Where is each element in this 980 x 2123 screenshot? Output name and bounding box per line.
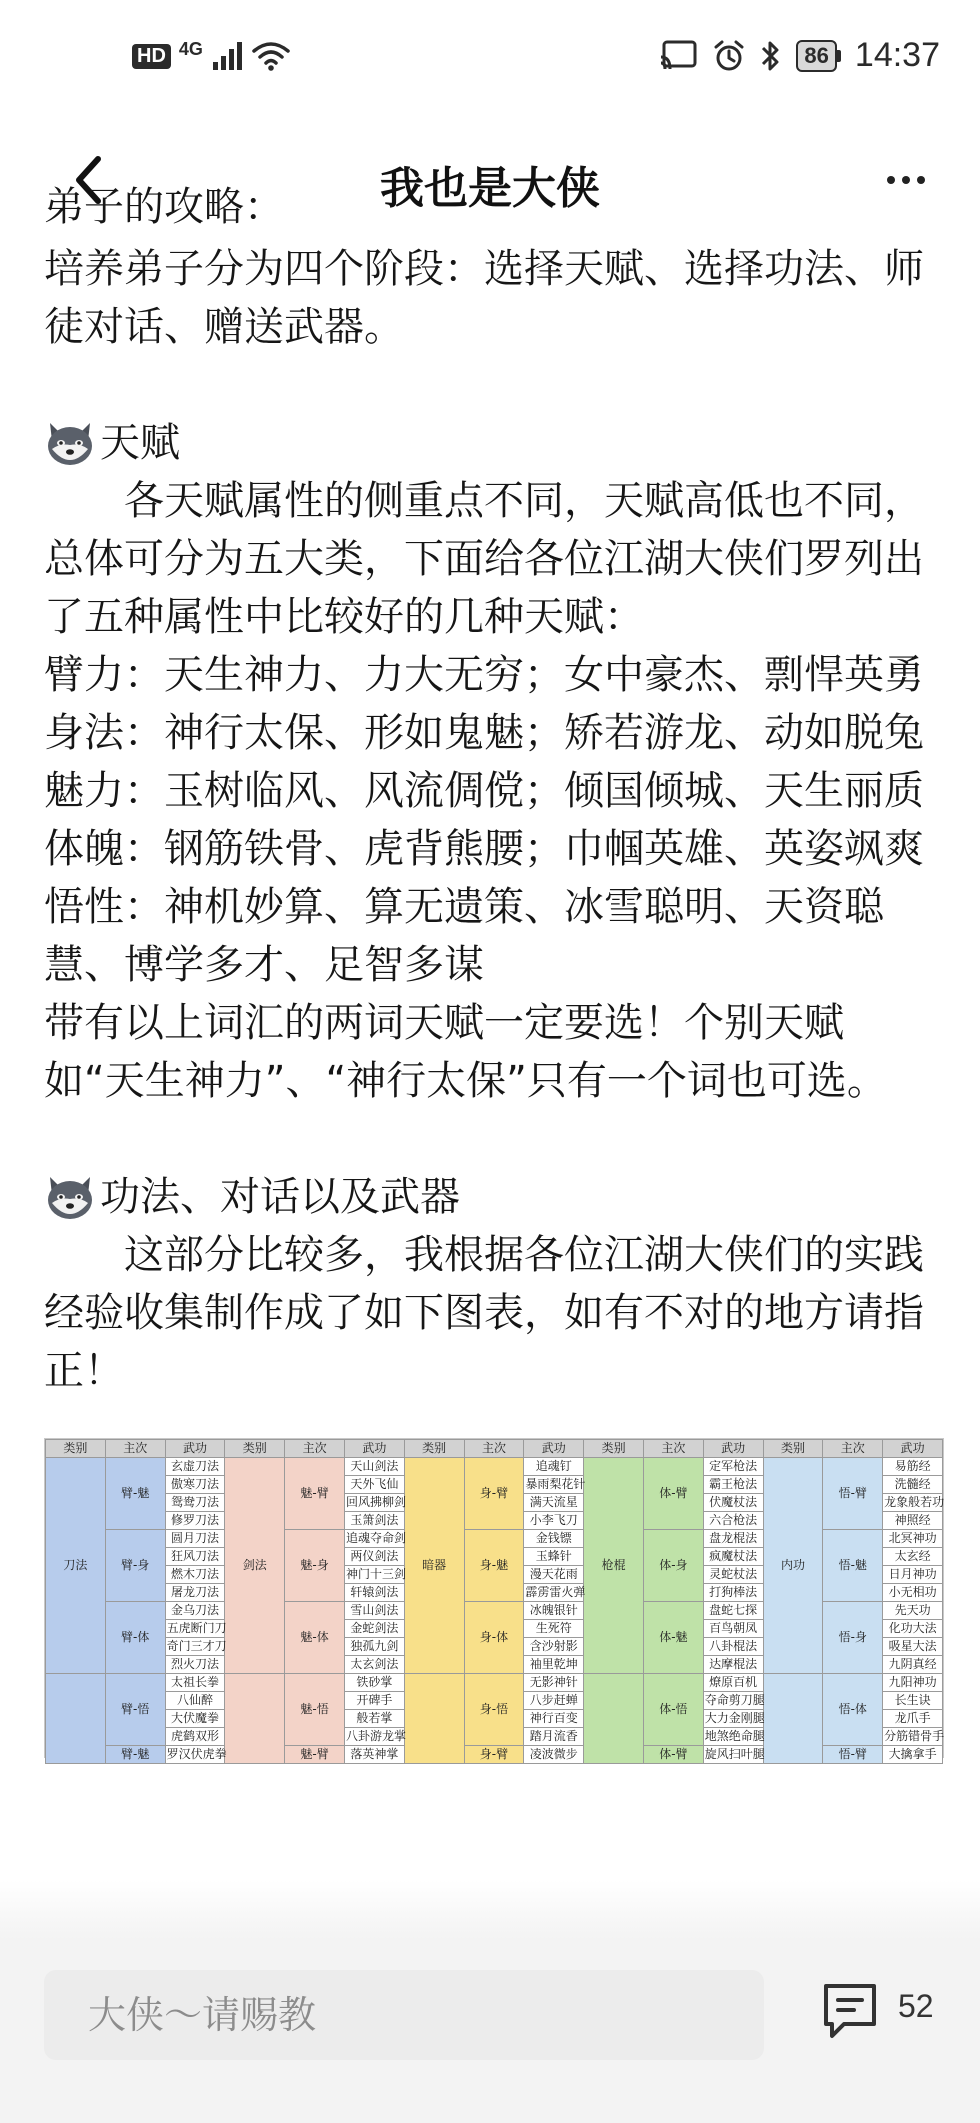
paragraph-intro: 培养弟子分为四个阶段：选择天赋、选择功法、师徒对话、赠送武器。 [44, 246, 924, 350]
table-skill-cell: 盘蛇七探 [703, 1602, 763, 1620]
table-skill-cell: 生死符 [524, 1620, 584, 1638]
table-skill-cell: 先天功 [883, 1602, 943, 1620]
paragraph-constitution: 体魄：钢筋铁骨、虎背熊腰；巾帼英雄、英姿飒爽 [44, 826, 924, 872]
table-skill-cell: 屠龙刀法 [165, 1584, 225, 1602]
table-skill-cell: 旋风扫叶腿 [703, 1746, 763, 1764]
table-header-cell: 类别 [46, 1440, 106, 1458]
table-skill-cell: 落英神掌 [344, 1746, 404, 1764]
table-skill-cell: 九阳神功 [883, 1674, 943, 1692]
table-category-cell: 内功 [763, 1458, 823, 1674]
table-sub-cell: 臂-身 [105, 1530, 165, 1602]
table-header-row [46, 1440, 943, 1458]
table-sub-cell: 魅-身 [285, 1530, 345, 1602]
table-skill-cell: 神照经 [883, 1512, 943, 1530]
table-sub-cell: 悟-体 [823, 1674, 883, 1746]
table-skill-cell: 修罗刀法 [165, 1512, 225, 1530]
table-skill-cell: 太祖长拳 [165, 1674, 225, 1692]
table-skill-cell: 满天流星 [524, 1494, 584, 1512]
table-sub-cell: 臂-魅 [105, 1458, 165, 1530]
paragraph-talent-intro: 各天赋属性的侧重点不同，天赋高低也不同，总体可分为五大类，下面给各位江湖大侠们罗列出了五种属性中比较好的几种天赋： [44, 478, 924, 640]
table-skill-cell: 夺命剪刀腿 [703, 1692, 763, 1710]
table-skill-cell: 狂风刀法 [165, 1548, 225, 1566]
paragraph-agility: 身法：神行太保、形如鬼魅；矫若游龙、动如脱兔 [44, 710, 924, 756]
table-skill-cell: 大擒拿手 [883, 1746, 943, 1764]
table-skill-cell: 打狗棒法 [703, 1584, 763, 1602]
comment-count: 52 [898, 1988, 934, 2024]
table-sub-cell: 体-悟 [643, 1674, 703, 1746]
table-skill-cell: 易筋经 [883, 1458, 943, 1476]
table-row [46, 1674, 943, 1692]
martial-arts-table-image[interactable] [44, 1438, 945, 1761]
table-skill-cell: 虎鹤双形 [165, 1728, 225, 1746]
network-type: 4G [178, 38, 203, 59]
battery-indicator [796, 40, 840, 72]
hd-badge: HD [132, 44, 171, 69]
clipped-text: 弟子的攻略： [44, 184, 284, 230]
table-skill-cell: 龙爪手 [883, 1710, 943, 1728]
husky-emoji-icon [44, 419, 96, 467]
table-skill-cell: 八仙醉 [165, 1692, 225, 1710]
signal-icon [211, 40, 243, 72]
table-skill-cell: 北冥神功 [883, 1530, 943, 1548]
table-skill-cell: 奇门三才刀 [165, 1638, 225, 1656]
table-skill-cell: 凌波微步 [524, 1746, 584, 1764]
table-header-cell: 类别 [404, 1440, 464, 1458]
table-skill-cell: 天外飞仙 [344, 1476, 404, 1494]
table-header-cell: 武功 [165, 1440, 225, 1458]
table-skill-cell: 雪山剑法 [344, 1602, 404, 1620]
table-skill-cell: 灵蛇杖法 [703, 1566, 763, 1584]
table-header-cell: 类别 [763, 1440, 823, 1458]
table-skill-cell: 小无相功 [883, 1584, 943, 1602]
battery-tip [837, 50, 841, 62]
table-sub-cell: 魅-臂 [285, 1746, 345, 1764]
table-header-cell: 主次 [464, 1440, 524, 1458]
table-skill-cell: 开碑手 [344, 1692, 404, 1710]
status-right [658, 36, 940, 75]
table-skill-cell: 大伏魔拳 [165, 1710, 225, 1728]
table-skill-cell: 两仪剑法 [344, 1548, 404, 1566]
table-category-cell [225, 1674, 285, 1764]
table-skill-cell: 罗汉伏虎拳 [165, 1746, 225, 1764]
table-skill-cell: 吸星大法 [883, 1638, 943, 1656]
more-dot-icon [917, 176, 925, 184]
table-sub-cell: 魅-体 [285, 1602, 345, 1674]
table-skill-cell: 金乌刀法 [165, 1602, 225, 1620]
page-title: 我也是大侠 [380, 163, 600, 214]
table-skill-cell: 百鸟朝凤 [703, 1620, 763, 1638]
table-skill-cell: 八卦棍法 [703, 1638, 763, 1656]
table-skill-cell: 傲寒刀法 [165, 1476, 225, 1494]
table-header-cell: 类别 [225, 1440, 285, 1458]
paragraph-spacer [44, 1110, 944, 1168]
table-skill-cell: 六合枪法 [703, 1512, 763, 1530]
table-skill-cell: 天山剑法 [344, 1458, 404, 1476]
status-time: 14:37 [854, 36, 940, 74]
section-heading-talent [44, 414, 944, 472]
table-header-cell: 武功 [883, 1440, 943, 1458]
table-header-cell: 武功 [703, 1440, 763, 1458]
table-sub-cell: 臂-体 [105, 1602, 165, 1674]
table-skill-cell: 含沙射影 [524, 1638, 584, 1656]
wifi-icon [251, 40, 291, 72]
table-skill-cell: 小李飞刀 [524, 1512, 584, 1530]
table-sub-cell: 悟-臂 [823, 1746, 883, 1764]
table-skill-cell: 独孤九剑 [344, 1638, 404, 1656]
comment-bar [0, 1940, 980, 2123]
bluetooth-icon [760, 38, 782, 74]
table-skill-cell: 圆月刀法 [165, 1530, 225, 1548]
comment-icon[interactable] [820, 1980, 880, 2044]
paragraph-charm: 魅力：玉树临风、风流倜傥；倾国倾城、天生丽质 [44, 768, 924, 814]
table-category-cell [404, 1674, 464, 1764]
table-category-cell: 枪棍 [584, 1458, 644, 1674]
table-skill-cell: 八卦游龙掌 [344, 1728, 404, 1746]
table-sub-cell: 身-魅 [464, 1530, 524, 1602]
comment-input[interactable]: 大侠～请赐教 [44, 1970, 764, 2060]
table-skill-cell: 长生诀 [883, 1692, 943, 1710]
table-skill-cell: 龙象般若功 [883, 1494, 943, 1512]
table-skill-cell: 金钱镖 [524, 1530, 584, 1548]
table-skill-cell: 神门十三剑 [344, 1566, 404, 1584]
table-skill-cell: 洗髓经 [883, 1476, 943, 1494]
table-header-cell: 主次 [643, 1440, 703, 1458]
table-skill-cell: 疯魔杖法 [703, 1548, 763, 1566]
table-skill-cell: 霹雳雷火弹 [524, 1584, 584, 1602]
table-header-cell: 主次 [285, 1440, 345, 1458]
more-dot-icon [887, 176, 895, 184]
bottom-fade [0, 1880, 980, 1940]
table-skill-cell: 燎原百机 [703, 1674, 763, 1692]
paragraph-skills-intro: 这部分比较多，我根据各位江湖大侠们的实践经验收集制作成了如下图表，如有不对的地方请指正！ [44, 1232, 924, 1394]
husky-emoji-icon [44, 1173, 96, 1221]
section-heading-skills [44, 1168, 944, 1226]
table-category-cell [46, 1674, 106, 1764]
table-sub-cell: 悟-身 [823, 1602, 883, 1674]
table-skill-cell: 烈火刀法 [165, 1656, 225, 1674]
table-skill-cell: 铁砂掌 [344, 1674, 404, 1692]
table-header-cell: 武功 [524, 1440, 584, 1458]
table-skill-cell: 玉蜂针 [524, 1548, 584, 1566]
paragraph-comprehension: 悟性：神机妙算、算无遗策、冰雪聪明、天资聪慧、博学多才、足智多谋 [44, 884, 884, 988]
section-title-talent: 天赋 [100, 420, 180, 466]
martial-arts-table [45, 1439, 943, 1764]
table-sub-cell: 身-悟 [464, 1674, 524, 1746]
table-skill-cell: 追魂钉 [524, 1458, 584, 1476]
table-skill-cell: 达摩棍法 [703, 1656, 763, 1674]
table-skill-cell: 玉箫剑法 [344, 1512, 404, 1530]
table-skill-cell: 冰魄银针 [524, 1602, 584, 1620]
table-skill-cell: 定军枪法 [703, 1458, 763, 1476]
table-category-cell: 剑法 [225, 1458, 285, 1674]
table-sub-cell: 悟-魅 [823, 1530, 883, 1602]
more-options-button[interactable] [878, 158, 934, 202]
table-sub-cell: 体-臂 [643, 1458, 703, 1530]
table-skill-cell: 太玄经 [883, 1548, 943, 1566]
battery-level: 86 [796, 40, 836, 72]
cast-icon [658, 39, 698, 73]
table-sub-cell: 魅-悟 [285, 1674, 345, 1746]
paragraph-talent-tip: 带有以上词汇的两词天赋一定要选！个别天赋如“天生神力”、“神行太保”只有一个词也可选。 [44, 1000, 887, 1104]
alarm-icon [712, 39, 746, 73]
table-skill-cell: 霸王枪法 [703, 1476, 763, 1494]
table-skill-cell: 分筋错骨手 [883, 1728, 943, 1746]
table-header-cell: 武功 [344, 1440, 404, 1458]
table-sub-cell: 身-臂 [464, 1458, 524, 1530]
table-sub-cell: 体-魅 [643, 1602, 703, 1674]
table-skill-cell: 漫天花雨 [524, 1566, 584, 1584]
table-skill-cell: 伏魔杖法 [703, 1494, 763, 1512]
table-skill-cell: 盘龙棍法 [703, 1530, 763, 1548]
table-category-cell [584, 1674, 644, 1764]
table-category-cell [763, 1674, 823, 1764]
table-skill-cell: 鸳鸯刀法 [165, 1494, 225, 1512]
table-skill-cell: 追魂夺命剑 [344, 1530, 404, 1548]
table-skill-cell: 地煞绝命腿 [703, 1728, 763, 1746]
table-category-cell: 暗器 [404, 1458, 464, 1674]
table-skill-cell: 回风拂柳剑 [344, 1494, 404, 1512]
table-header-cell: 主次 [105, 1440, 165, 1458]
table-skill-cell: 玄虚刀法 [165, 1458, 225, 1476]
paragraph-arm-strength: 臂力：天生神力、力大无穷；女中豪杰、剽悍英勇 [44, 652, 924, 698]
section-title-skills: 功法、对话以及武器 [100, 1174, 460, 1220]
status-bar [0, 0, 980, 124]
table-sub-cell: 臂-悟 [105, 1674, 165, 1746]
table-skill-cell: 般若掌 [344, 1710, 404, 1728]
table-skill-cell: 燃木刀法 [165, 1566, 225, 1584]
table-sub-cell: 悟-臂 [823, 1458, 883, 1530]
table-skill-cell: 化功大法 [883, 1620, 943, 1638]
table-skill-cell: 五虎断门刀 [165, 1620, 225, 1638]
table-row [46, 1458, 943, 1476]
table-skill-cell: 大力金刚腿 [703, 1710, 763, 1728]
table-skill-cell: 无影神针 [524, 1674, 584, 1692]
table-skill-cell: 踏月流香 [524, 1728, 584, 1746]
status-left [132, 40, 291, 72]
table-sub-cell: 体-臂 [643, 1746, 703, 1764]
table-skill-cell: 九阴真经 [883, 1656, 943, 1674]
table-skill-cell: 轩辕剑法 [344, 1584, 404, 1602]
table-skill-cell: 金蛇剑法 [344, 1620, 404, 1638]
table-header-cell: 主次 [823, 1440, 883, 1458]
table-skill-cell: 八步赶蝉 [524, 1692, 584, 1710]
table-category-cell: 刀法 [46, 1458, 106, 1674]
table-sub-cell: 臂-魅 [105, 1746, 165, 1764]
paragraph-spacer [44, 356, 944, 414]
table-skill-cell: 太玄剑法 [344, 1656, 404, 1674]
table-sub-cell: 魅-臂 [285, 1458, 345, 1530]
more-dot-icon [902, 176, 910, 184]
table-skill-cell: 暴雨梨花针 [524, 1476, 584, 1494]
table-skill-cell: 神行百变 [524, 1710, 584, 1728]
table-sub-cell: 身-体 [464, 1602, 524, 1674]
table-skill-cell: 日月神功 [883, 1566, 943, 1584]
table-header-cell: 类别 [584, 1440, 644, 1458]
table-skill-cell: 袖里乾坤 [524, 1656, 584, 1674]
table-sub-cell: 身-臂 [464, 1746, 524, 1764]
table-sub-cell: 体-身 [643, 1530, 703, 1602]
